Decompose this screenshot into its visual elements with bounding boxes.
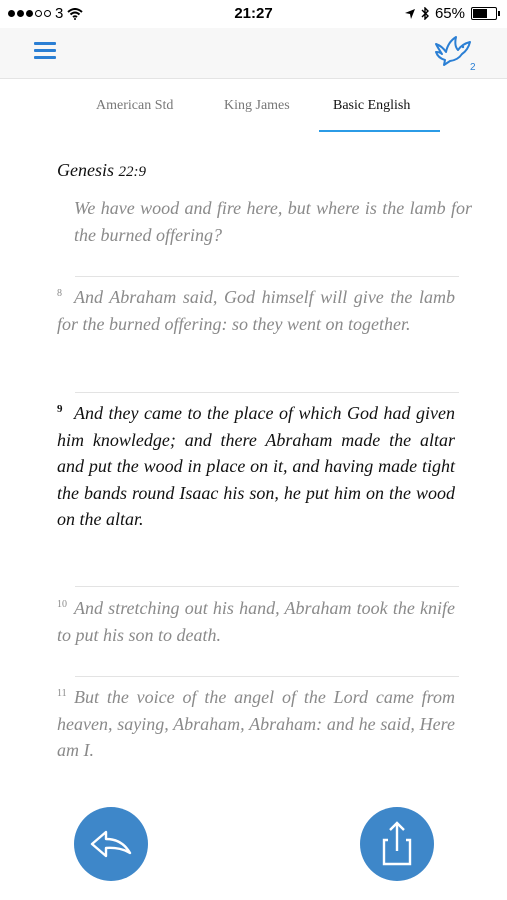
- verse-text: And stretching out his hand, Abraham took the knife to put his son to death.: [57, 598, 455, 645]
- translation-tabs: [0, 92, 507, 134]
- battery-percentage: 65%: [434, 5, 465, 22]
- carrier-label: 3: [55, 5, 64, 22]
- share-icon: [360, 807, 434, 881]
- book-name: Genesis: [57, 160, 114, 180]
- reply-arrow-icon: [74, 807, 148, 881]
- tab-basic-english[interactable]: Basic English: [333, 98, 411, 113]
- battery-icon: [471, 7, 497, 20]
- bluetooth-icon: [421, 7, 429, 20]
- system-indicators: [405, 5, 497, 22]
- dove-icon[interactable]: [432, 34, 474, 70]
- verse-11[interactable]: 11 But the voice of the angel of the Lord came from heaven, saying, Abraham, Abraham: and he said, Here am I.: [57, 687, 455, 760]
- hamburger-icon[interactable]: [34, 42, 56, 60]
- verse-text: We have wood and fire here, but where is the lamb for the burned offering?: [74, 198, 472, 245]
- chapter-verse: 22:9: [118, 164, 146, 180]
- passage-reference: [57, 160, 146, 181]
- verse-7[interactable]: [57, 195, 472, 248]
- verse-divider: [75, 586, 459, 587]
- clock: 21:27: [234, 5, 273, 22]
- verse-9-highlighted[interactable]: 9 And they came to the place of which God had given him knowledge; and there Abraham made the altar and put the wood in place on it, and having made tight the bands round Isaac his son, he put him on the wood on the altar.: [57, 403, 455, 529]
- verse-divider: [75, 276, 459, 277]
- status-bar: [0, 0, 507, 28]
- share-button[interactable]: [360, 807, 434, 881]
- notification-count: 2: [470, 62, 476, 73]
- verse-text: And Abraham said, God himself will give the lamb for the burned offering: so they went on together.: [57, 287, 455, 334]
- verse-8[interactable]: 8 And Abraham said, God himself will give the lamb for the burned offering: so they went on together.: [57, 287, 455, 334]
- verse-text: And they came to the place of which God had given him knowledge; and there Abraham made the altar and put the wood in place on it, and having made tight the bands round Isaac his son, he put him on the wood on the altar.: [57, 403, 455, 529]
- back-button[interactable]: [74, 807, 148, 881]
- tab-king-james[interactable]: King James: [224, 98, 290, 113]
- verse-divider: [75, 676, 459, 677]
- verse-divider: [75, 392, 459, 393]
- location-arrow-icon: [405, 9, 415, 19]
- verse-10[interactable]: 10 And stretching out his hand, Abraham took the knife to put his son to death.: [57, 598, 455, 645]
- top-navigation-bar: [0, 28, 507, 79]
- verse-text: But the voice of the angel of the Lord came from heaven, saying, Abraham, Abraham: and he said, Here am I.: [57, 687, 455, 760]
- selected-tab-indicator: [319, 130, 440, 132]
- tab-american-std[interactable]: American Std: [96, 98, 174, 113]
